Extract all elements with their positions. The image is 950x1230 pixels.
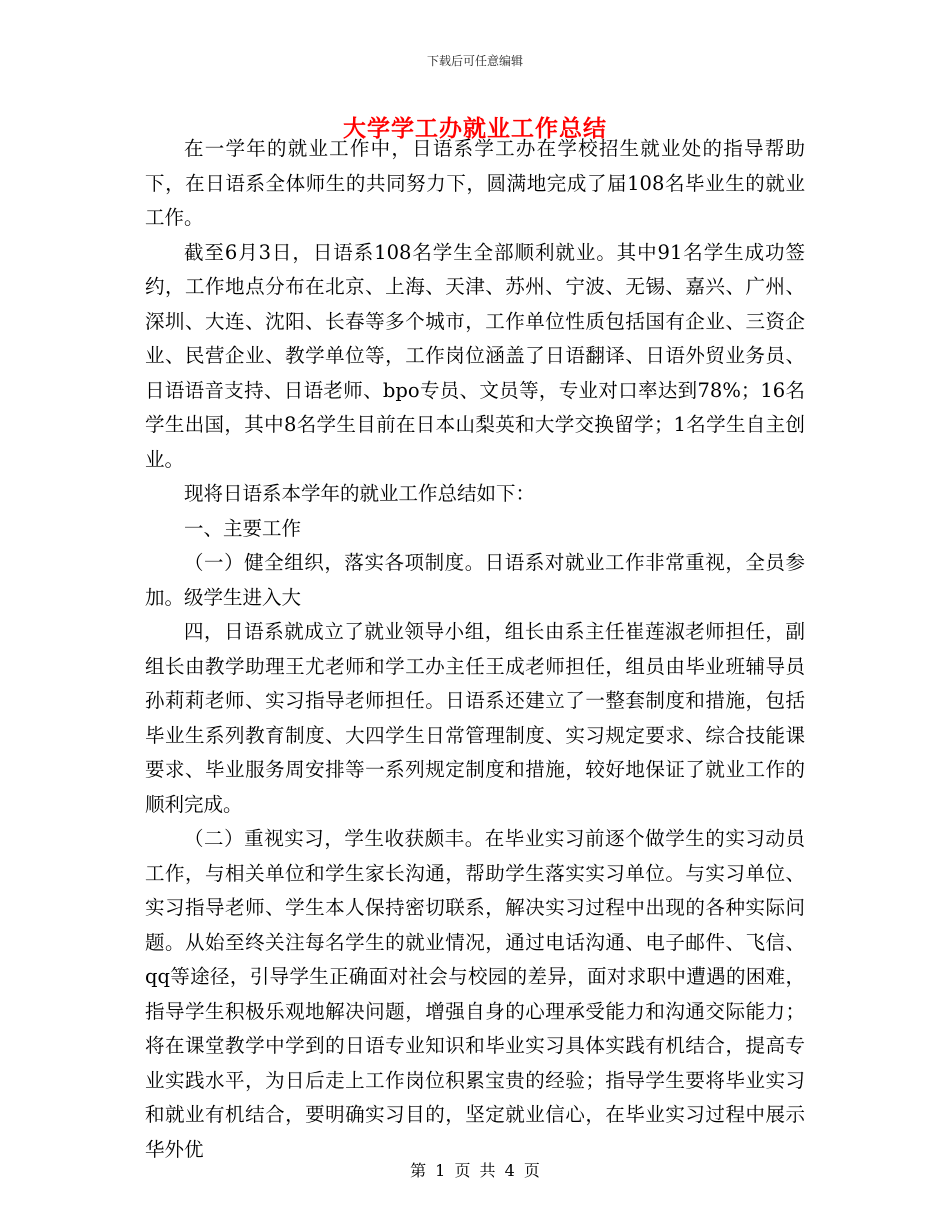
paragraph: 截至6月3日，日语系108名学生全部顺利就业。其中91名学生成功签约，工作地点分布在北京、上海、天津、苏州、宁波、无锡、嘉兴、广州、深圳、大连、沈阳、长春等多个城市，工作单位性质包括国有企业、三资企业、民营企业、教学单位等，工作岗位涵盖了日语翻译、日语外贸业务员、日语语音支持、日语老师、bpo专员、文员等，专业对口率达到78%；16名学生出国，其中8名学生目前在日本山梨英和大学交换留学；1名学生自主创业。 xyxy=(145,240,805,471)
paragraph: （一）健全组织，落实各项制度。日语系对就业工作非常重视，全员参加。级学生进入大 xyxy=(145,551,805,609)
page-footer: 第 1 页 共 4 页 xyxy=(410,1161,540,1180)
page-header-note: 下载后可任意编辑 xyxy=(426,54,523,68)
paragraph: 现将日语系本学年的就业工作总结如下： xyxy=(184,482,536,505)
paragraph: 四，日语系就成立了就业领导小组，组长由系主任崔莲淑老师担任，副组长由教学助理王尤老师和学工办主任王成老师担任，组员由毕业班辅导员孙莉莉老师、实习指导老师担任。日语系还建立了一整套制度和措施，包括毕业生系列教育制度、大四学生日常管理制度、实习规定要求、综合技能课要求、毕业服务周安排等一系列规定制度和措施，较好地保证了就业工作的顺利完成。 xyxy=(145,620,805,816)
section-heading: 一、主要工作 xyxy=(184,516,302,540)
paragraph: （二）重视实习，学生收获颇丰。在毕业实习前逐个做学生的实习动员工作，与相关单位和学生家长沟通，帮助学生落实实习单位。与实习单位、实习指导老师、学生本人保持密切联系，解决实习过程中出现的各种实际问题。从始至终关注每名学生的就业情况，通过电话沟通、电子邮件、飞信、qq等途径，引导学生正确面对社会与校园的差异，面对求职中遭遇的困难，指导学生积极乐观地解决问题，增强自身的心理承受能力和沟通交际能力；将在课堂教学中学到的日语专业知识和毕业实习具体实践有机结合，提高专业实践水平，为日后走上工作岗位积累宝贵的经验；指导学生要将毕业实习和就业有机结合，要明确实习目的，坚定就业信心，在毕业实习过程中展示华外优 xyxy=(145,827,805,1161)
document-body xyxy=(145,132,805,1167)
document-title: 大学学工办就业工作总结 xyxy=(343,115,607,142)
paragraph: 在一学年的就业工作中，日语系学工办在学校招生就业处的指导帮助下，在日语系全体师生的共同努力下，圆满地完成了届108名毕业生的就业工作。 xyxy=(145,137,805,229)
